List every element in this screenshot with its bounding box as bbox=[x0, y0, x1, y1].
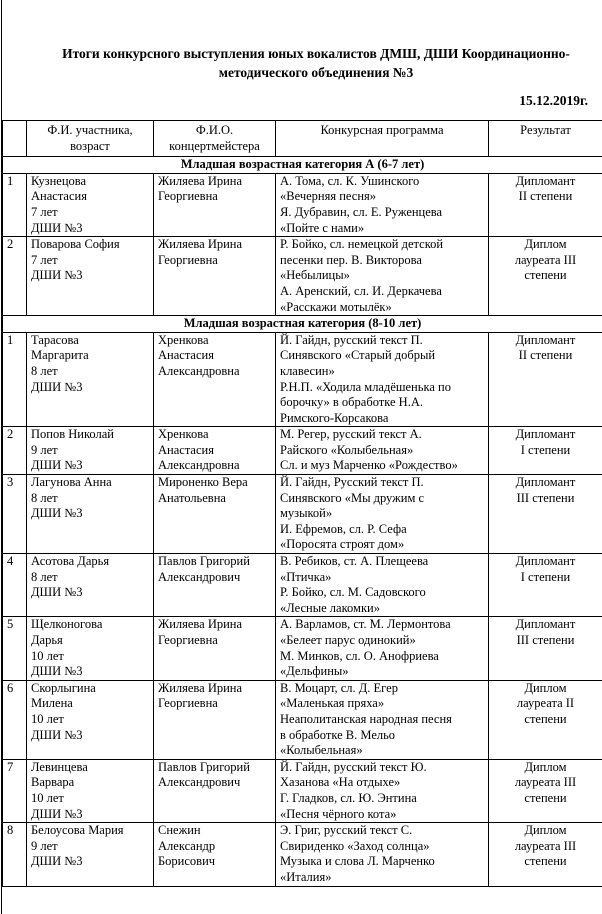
cell-program-line: Й. Гайдн, русский текст П. bbox=[280, 332, 423, 347]
table-row bbox=[3, 475, 602, 554]
cell-accompanist-line: Георгиевна bbox=[158, 633, 218, 647]
cell-participant-line: Поварова София bbox=[31, 237, 120, 252]
cell-participant-line: 10 лет bbox=[31, 790, 64, 805]
cell-accompanist-line: Александрович bbox=[158, 775, 241, 790]
cell-program-line: Й. Гайдн, русский текст Ю. bbox=[280, 759, 427, 774]
cell-participant-line: Тарасова bbox=[31, 332, 79, 347]
cell-participant-line: ДШИ №3 bbox=[31, 458, 83, 473]
header-accompanist: Ф.И.О. концертмейстера bbox=[154, 121, 276, 157]
cell-result-line: II степени bbox=[518, 348, 573, 363]
cell-program-line: В. Моцарт, сл. Д. Егер bbox=[280, 680, 398, 695]
table-row bbox=[3, 823, 602, 886]
table-row bbox=[3, 332, 602, 427]
cell-participant-line: Дарья bbox=[31, 633, 63, 647]
cell-accompanist-line: Георгиевна bbox=[158, 189, 218, 204]
cell-program-line: М. Минков, сл. О. Анофриева bbox=[280, 648, 439, 663]
cell-program-line: Г. Гладков, сл. Ю. Энтина bbox=[280, 790, 417, 805]
cell-program-line: Свириденко «Заход солнца» bbox=[280, 838, 430, 853]
cell-program-line: «Дельфины» bbox=[280, 664, 349, 679]
cell-participant bbox=[27, 823, 154, 886]
cell-result-line: Дипломант bbox=[515, 475, 576, 490]
cell-participant-line: ДШИ №3 bbox=[31, 220, 83, 235]
header-program: Конкурсная программа bbox=[276, 121, 489, 157]
cell-result-line: степени bbox=[524, 711, 567, 726]
cell-accompanist bbox=[154, 173, 276, 236]
cell-participant-line: 9 лет bbox=[31, 442, 58, 457]
cell-result bbox=[489, 427, 602, 475]
cell-participant-line: 10 лет bbox=[31, 648, 64, 663]
cell-program-line: Римского-Корсакова bbox=[280, 410, 389, 425]
cell-accompanist bbox=[154, 237, 276, 316]
cell-participant-line: 10 лет bbox=[31, 711, 64, 726]
cell-participant-line: Асотова Дарья bbox=[31, 554, 110, 569]
cell-participant-line: Скорлыгина bbox=[31, 680, 96, 695]
category-row bbox=[3, 157, 602, 174]
cell-program-line: Синявского «Мы дружим с bbox=[280, 490, 425, 505]
cell-program-line: А. Тома, сл. К. Ушинского bbox=[280, 173, 420, 188]
cell-result-line: III степени bbox=[516, 633, 575, 647]
cell-result-line: Диплом bbox=[524, 680, 567, 695]
cell-accompanist-line: Георгиевна bbox=[158, 696, 218, 711]
cell-accompanist bbox=[154, 554, 276, 617]
cell-participant-line: 8 лет bbox=[31, 363, 58, 378]
cell-result-line: Диплом bbox=[524, 759, 567, 774]
cell-num: 8 bbox=[3, 823, 27, 886]
cell-result-line: I степени bbox=[520, 442, 571, 457]
cell-program-line: Неаполитанская народная песня bbox=[280, 711, 452, 726]
cell-num: 2 bbox=[3, 427, 27, 475]
cell-participant bbox=[27, 427, 154, 475]
cell-accompanist-line: Александр bbox=[158, 838, 216, 853]
cell-accompanist bbox=[154, 332, 276, 427]
category-title: Младшая возрастная категория (8-10 лет) bbox=[3, 316, 602, 333]
cell-participant bbox=[27, 759, 154, 822]
cell-result bbox=[489, 554, 602, 617]
cell-program bbox=[276, 332, 489, 427]
cell-program-line: Я. Дубравин, сл. Е. Руженцева bbox=[280, 204, 443, 219]
cell-program-line: музыкой» bbox=[280, 506, 333, 521]
cell-program bbox=[276, 759, 489, 822]
cell-participant bbox=[27, 237, 154, 316]
cell-program-line: борочку» в обработке Н.А. bbox=[280, 395, 423, 410]
cell-program-line: «Маленькая пряха» bbox=[280, 696, 385, 711]
cell-program bbox=[276, 554, 489, 617]
cell-program-line: «Лесные лакомки» bbox=[280, 600, 380, 615]
cell-num: 4 bbox=[3, 554, 27, 617]
header-participant: Ф.И. участника, возраст bbox=[27, 121, 154, 157]
cell-result-line: лауреата III bbox=[514, 252, 577, 267]
cell-accompanist bbox=[154, 617, 276, 680]
cell-program bbox=[276, 173, 489, 236]
cell-program-line: А. Аренский, сл. И. Деркачева bbox=[280, 283, 442, 298]
cell-num: 1 bbox=[3, 332, 27, 427]
document-title: Итоги конкурсного выступления юных вокалистов ДМШ, ДШИ Координационно-методического объединения №3 bbox=[62, 46, 570, 80]
document-date: 15.12.2019г. bbox=[519, 93, 588, 108]
cell-accompanist-line: Георгиевна bbox=[158, 252, 218, 267]
cell-program-line: в обработке В. Мельо bbox=[280, 727, 396, 742]
header-num bbox=[3, 121, 27, 157]
cell-participant-line: Анастасия bbox=[31, 189, 87, 204]
cell-num: 5 bbox=[3, 617, 27, 680]
cell-participant bbox=[27, 554, 154, 617]
cell-program-line: Хазанова «На отдыхе» bbox=[280, 775, 401, 790]
cell-participant-line: Лагунова Анна bbox=[31, 475, 112, 490]
category-title: Младшая возрастная категория А (6-7 лет) bbox=[3, 157, 602, 174]
cell-program-line: М. Регер, русский текст А. bbox=[280, 427, 422, 442]
cell-accompanist bbox=[154, 475, 276, 554]
cell-num: 3 bbox=[3, 475, 27, 554]
cell-result-line: степени bbox=[524, 854, 567, 869]
cell-program-line: «Птичка» bbox=[280, 569, 332, 584]
cell-result-line: Диплом bbox=[524, 823, 567, 838]
cell-participant-line: ДШИ №3 bbox=[31, 379, 83, 394]
cell-participant bbox=[27, 332, 154, 427]
table-row bbox=[3, 237, 602, 316]
cell-result bbox=[489, 237, 602, 316]
table-row bbox=[3, 759, 602, 822]
cell-program-line: В. Ребиков, ст. А. Плещеева bbox=[280, 554, 429, 569]
cell-participant-line: Варвара bbox=[31, 775, 75, 790]
cell-participant bbox=[27, 617, 154, 680]
cell-accompanist-line: Павлов Григорий bbox=[158, 554, 250, 569]
cell-accompanist-line: Снежин bbox=[158, 823, 201, 838]
cell-result-line: I степени bbox=[520, 569, 571, 584]
cell-result bbox=[489, 617, 602, 680]
cell-participant bbox=[27, 173, 154, 236]
cell-participant-line: Попов Николай bbox=[31, 427, 114, 442]
cell-program-line: Э. Григ, русский текст С. bbox=[280, 823, 413, 838]
cell-result-line: лауреата III bbox=[514, 838, 577, 853]
category-row bbox=[3, 316, 602, 333]
cell-result-line: Дипломант bbox=[515, 617, 576, 632]
cell-program-line: А. Варламов, ст. М. Лермонтова bbox=[280, 617, 451, 632]
cell-result-line: степени bbox=[524, 268, 567, 283]
cell-result-line: Дипломант bbox=[515, 332, 576, 347]
cell-result bbox=[489, 680, 602, 759]
cell-participant-line: 8 лет bbox=[31, 569, 58, 584]
cell-accompanist-line: Жиляева Ирина bbox=[158, 680, 243, 695]
cell-result-line: Дипломант bbox=[515, 427, 576, 442]
cell-program-line: Синявского «Старый добрый bbox=[280, 348, 436, 363]
cell-program-line: «Белеет парус одинокий» bbox=[280, 633, 416, 647]
cell-result-line: лауреата II bbox=[516, 696, 575, 711]
cell-program-line: клавесин» bbox=[280, 363, 335, 378]
cell-accompanist-line: Хренкова bbox=[158, 427, 209, 442]
cell-program-line: «Колыбельная» bbox=[280, 743, 363, 758]
cell-participant-line: ДШИ №3 bbox=[31, 664, 83, 679]
cell-participant bbox=[27, 475, 154, 554]
cell-program-line: Р. Бойко, сл. М. Садовского bbox=[280, 585, 426, 600]
header-row bbox=[3, 121, 602, 157]
cell-program-line: «Песня чёрного кота» bbox=[280, 806, 397, 821]
cell-participant-line: ДШИ №3 bbox=[31, 585, 83, 600]
cell-program-line: песенки пер. В. Викторова bbox=[280, 252, 422, 267]
cell-participant-line: ДШИ №3 bbox=[31, 806, 83, 821]
cell-accompanist-line: Анастасия bbox=[158, 442, 214, 457]
cell-accompanist-line: Борисович bbox=[158, 854, 216, 869]
cell-program bbox=[276, 823, 489, 886]
cell-participant-line: 8 лет bbox=[31, 490, 58, 505]
cell-num: 1 bbox=[3, 173, 27, 236]
cell-result bbox=[489, 759, 602, 822]
cell-participant bbox=[27, 680, 154, 759]
cell-participant-line: 9 лет bbox=[31, 838, 58, 853]
cell-participant-line: ДШИ №3 bbox=[31, 854, 83, 869]
cell-accompanist-line: Мироненко Вера bbox=[158, 475, 248, 490]
cell-accompanist-line: Жиляева Ирина bbox=[158, 617, 243, 632]
cell-num: 6 bbox=[3, 680, 27, 759]
cell-result bbox=[489, 173, 602, 236]
cell-result-line: Диплом bbox=[524, 237, 567, 252]
results-table bbox=[2, 120, 602, 887]
table-body bbox=[3, 157, 602, 886]
cell-participant-line: Белоусова Мария bbox=[31, 823, 124, 838]
cell-participant-line: 7 лет bbox=[31, 204, 58, 219]
cell-program-line: «Италия» bbox=[280, 869, 332, 884]
cell-participant-line: Кузнецова bbox=[31, 173, 87, 188]
cell-accompanist-line: Александровна bbox=[158, 363, 240, 378]
cell-program-line: И. Ефремов, сл. Р. Сефа bbox=[280, 521, 407, 536]
cell-accompanist bbox=[154, 427, 276, 475]
header-result: Результат bbox=[489, 121, 602, 157]
cell-result-line: II степени bbox=[518, 189, 573, 204]
cell-participant-line: Маргарита bbox=[31, 348, 89, 363]
cell-participant-line: Левинцева bbox=[31, 759, 88, 774]
table-row bbox=[3, 617, 602, 680]
cell-program-line: Р.Н.П. «Ходила младёшенька по bbox=[280, 379, 451, 394]
cell-participant-line: ДШИ №3 bbox=[31, 727, 83, 742]
cell-result bbox=[489, 332, 602, 427]
cell-program-line: Й. Гайдн, Русский текст П. bbox=[280, 475, 424, 490]
cell-num: 2 bbox=[3, 237, 27, 316]
table-row bbox=[3, 554, 602, 617]
cell-accompanist-line: Жиляева Ирина bbox=[158, 237, 243, 252]
cell-program-line: Музыка и слова Л. Марченко bbox=[280, 854, 435, 869]
cell-accompanist-line: Анатольевна bbox=[158, 490, 226, 505]
cell-participant-line: Щелконогова bbox=[31, 617, 103, 632]
cell-result-line: Дипломант bbox=[515, 173, 576, 188]
cell-result-line: Дипломант bbox=[515, 554, 576, 569]
cell-accompanist-line: Павлов Григорий bbox=[158, 759, 250, 774]
cell-participant-line: ДШИ №3 bbox=[31, 506, 83, 521]
cell-program-line: «Пойте с нами» bbox=[280, 220, 365, 235]
cell-program bbox=[276, 475, 489, 554]
cell-program-line: Р. Бойко, сл. немецкой детской bbox=[280, 237, 444, 252]
cell-result-line: степени bbox=[524, 790, 567, 805]
cell-program bbox=[276, 237, 489, 316]
cell-result bbox=[489, 475, 602, 554]
cell-participant-line: 7 лет bbox=[31, 252, 58, 267]
cell-program-line: «Вечерняя песня» bbox=[280, 189, 377, 204]
table-row bbox=[3, 680, 602, 759]
cell-accompanist bbox=[154, 823, 276, 886]
cell-program bbox=[276, 427, 489, 475]
cell-program bbox=[276, 617, 489, 680]
cell-result-line: III степени bbox=[516, 490, 575, 505]
cell-program bbox=[276, 680, 489, 759]
cell-accompanist-line: Хренкова bbox=[158, 332, 209, 347]
cell-program-line: Райского «Колыбельная» bbox=[280, 442, 414, 457]
cell-num: 7 bbox=[3, 759, 27, 822]
cell-accompanist-line: Жиляева Ирина bbox=[158, 173, 243, 188]
cell-accompanist-line: Анастасия bbox=[158, 348, 214, 363]
cell-program-line: Сл. и муз Марченко «Рождество» bbox=[280, 458, 458, 473]
cell-program-line: «Поросята строят дом» bbox=[280, 537, 405, 552]
cell-participant-line: ДШИ №3 bbox=[31, 268, 83, 283]
cell-result bbox=[489, 823, 602, 886]
cell-accompanist-line: Александровна bbox=[158, 458, 240, 473]
cell-participant-line: Милена bbox=[31, 696, 73, 711]
cell-accompanist-line: Александрович bbox=[158, 569, 241, 584]
cell-program-line: «Расскажи мотылёк» bbox=[280, 299, 392, 314]
cell-program-line: «Небылицы» bbox=[280, 268, 350, 283]
cell-accompanist bbox=[154, 680, 276, 759]
table-row bbox=[3, 427, 602, 475]
table-row bbox=[3, 173, 602, 236]
cell-accompanist bbox=[154, 759, 276, 822]
cell-result-line: лауреата III bbox=[514, 775, 577, 790]
